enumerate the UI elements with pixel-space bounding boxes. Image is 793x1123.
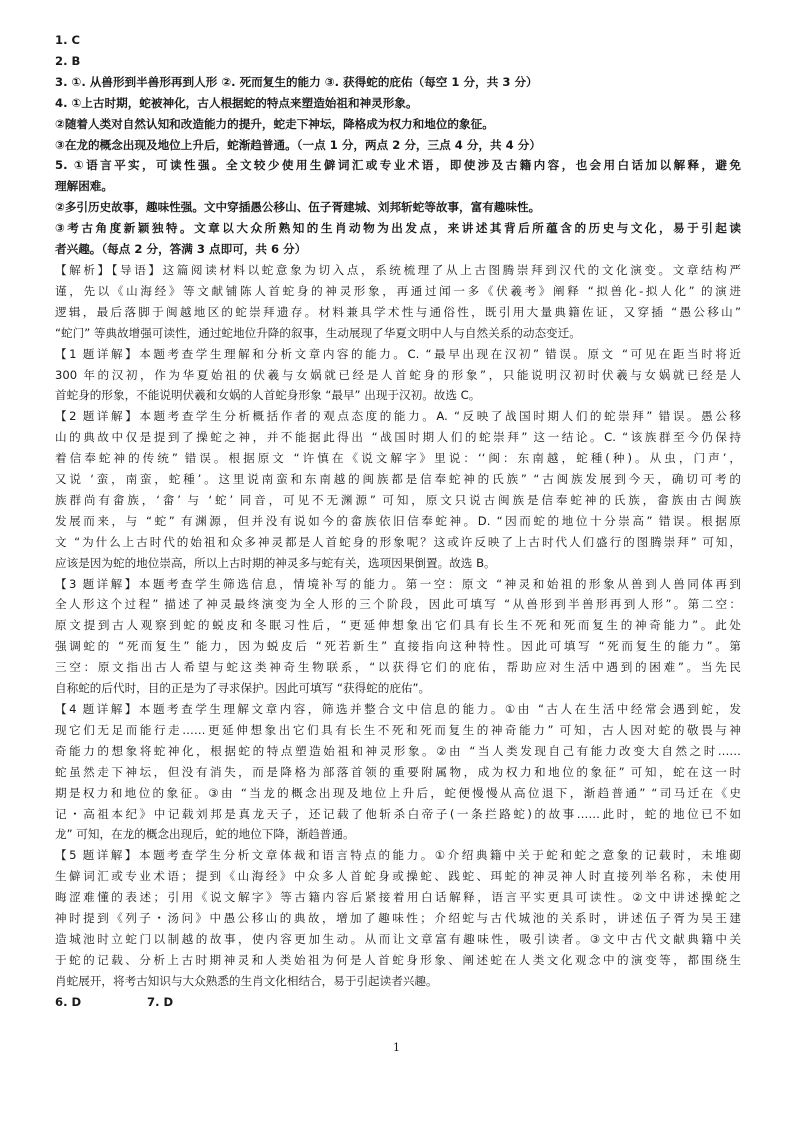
text-line: 原文提到古人观察到蛇的蜕皮和冬眠习性后，“更延伸想象出它们具有长生不死和死而复生的神奇能力”。此处 — [55, 618, 741, 633]
text-line: 3. ①. 从兽形到半兽形再到人形 ②. 死而复生的能力 ③. 获得蛇的庇佑（每空 1 分，共 3 分） — [55, 74, 538, 89]
text-line: 着信奉蛇神的传统” 错误。根据原文 “许慎在《说文解字》里说：‘‘闽：东南越，蛇種(种)。从虫，门声’， — [55, 451, 741, 466]
text-line: 4. ①上古时期，蛇被神化，古人根据蛇的特点来塑造始祖和神灵形象。 — [55, 95, 418, 110]
text-line: 发展而来，与 “蛇” 有渊源，但并没有说如今的畲族依旧信奉蛇神。D. “因而蛇的地位十分崇高” 错误。根据原 — [55, 513, 741, 528]
text-line: ③考古角度新颖独特。文章以大众所熟知的生肖动物为出发点，来讲述其背后所蕴含的历史与文化，易于引起读 — [55, 221, 741, 236]
text-line: 【5 题详解】本题考查学生分析文章体裁和语言特点的能力。①介绍典籍中关于蛇和蛇之意象的记载时，未堆砌 — [55, 848, 741, 863]
text-line: 【2 题详解】本题考查学生分析概括作者的观点态度的能力。A. “反映了战国时期人们的蛇崇拜” 错误。愚公移 — [55, 409, 741, 424]
answer-7: 7. D — [147, 994, 174, 1009]
text-line: 强调蛇的 “死而复生” 能力，因为蜕皮后 “死若新生” 直接指向这种特性。因此可填写 “死而复生的能力”。第 — [55, 639, 741, 654]
text-line: 神时提到《列子・汤问》中愚公移山的典故，增加了趣味性；介绍蛇与古代城池的关系时，讲述伍子胥为吴王建 — [55, 911, 741, 926]
answers-6-7-row — [55, 992, 741, 1013]
text-line: 首蛇身的形象，不能说明伏羲和女娲的人首蛇身形象 “最早” 出现于汉初。故选 C。 — [55, 388, 481, 403]
text-line: 文 “为什么上古时代的始祖和众多神灵都是人首蛇身的形象呢？这或许反映了上古时代人们盛行的图腾崇拜” 可知， — [55, 534, 741, 549]
text-line: 5. ①语言平实，可读性强。全文较少使用生僻词汇或专业术语，即使涉及古籍内容，也会用白话加以解释，避免 — [55, 158, 741, 173]
text-line: 自称蛇的后代时，目的正是为了寻求保护。因此可填写 “获得蛇的庇佑”。 — [55, 681, 431, 696]
text-line: 龙” 可知，在龙的概念出现后，蛇的地位下降，渐趋普通。 — [55, 827, 355, 842]
text-line: 期是权力和地位的象征。③由 “当龙的概念出现及地位上升后，蛇便慢慢从高位退下，渐趋普通” “司马迁在《史 — [55, 785, 741, 800]
text-line: 【1 题详解】本题考查学生理解和分析文章内容的能力。C. “最早出现在汉初” 错误。原文 “可见在距当时将近 — [55, 346, 741, 361]
text-line: 记・高祖本纪》中记载刘邦是真龙天子，还记载了他斩杀白帝子(一条拦路蛇)的故事……此时，蛇的地位已不如 — [55, 806, 741, 821]
page-number: 1 — [393, 1041, 400, 1054]
text-line: ③在龙的概念出现及地位上升后，蛇渐趋普通。（一点 1 分，两点 2 分，三点 4 分，共 4 分） — [55, 137, 541, 152]
text-line: 造城池时立蛇门以制越的故事，使内容更加生动。从而让文章富有趣味性，吸引读者。③文中古代文献典籍中关 — [55, 931, 741, 946]
text-line: 2. B — [55, 53, 81, 68]
text-line: 理解困难。 — [55, 179, 113, 194]
text-line: 300 年的汉初，作为华夏始祖的伏羲与女娲就已经是人首蛇身的形象”，只能说明汉初时伏羲与女娲就已经是人 — [55, 367, 741, 382]
text-line: 蛇虽然走下神坛，但没有消失，而是降格为部落首领的重要附属物，成为权力和地位的象征” 可知，蛇在这一时 — [55, 764, 741, 779]
text-line: 山的典故中仅是提到了操蛇之神，并不能据此得出 “战国时期人们的蛇崇拜” 这一结论。C. “该族群至今仍保持 — [55, 430, 741, 445]
text-line: 应该是因为蛇的地位崇高，所以上古时期的神灵多与蛇有关，选项因果倒置。故选 B。 — [55, 555, 496, 570]
text-line: 生僻词汇或专业术语；提到《山海经》中众多人首蛇身或操蛇、践蛇、珥蛇的神灵神人时直接列举名称，未使用 — [55, 869, 741, 884]
text-line: 于蛇的记载、分析上古时期神灵和人类始祖为何是人首蛇身形象、阐述蛇在人类文化观念中的演变等，都围绕生 — [55, 952, 741, 967]
text-line: 谨，先以《山海经》等文献铺陈人首蛇身的神灵形象，再通过闻一多《伏羲考》阐释 “拟兽化-拟人化” 的演进 — [55, 283, 741, 298]
text-line: 【解析】【导语】这篇阅读材料以蛇意象为切入点，系统梳理了从上古图腾崇拜到汉代的文化演变。文章结构严 — [55, 262, 741, 277]
text-line: ②随着人类对自然认知和改造能力的提升，蛇走下神坛，降格成为权力和地位的象征。 — [55, 116, 494, 131]
answer-6: 6. D — [55, 994, 82, 1009]
text-line: 1. C — [55, 33, 81, 47]
text-line: “蛇门” 等典故增强可读性，通过蛇地位升降的叙事，生动展现了华夏文明中人与自然关系的动态变迁。 — [55, 325, 581, 340]
answer-text-block — [55, 30, 741, 992]
text-line: 晦涩难懂的表述；引用《说文解字》等古籍内容后紧接着用白话解释，语言平实更具可读性。②文中讲述操蛇之 — [55, 890, 741, 905]
text-line: 全人形这个过程” 描述了神灵最终演变为全人形的三个阶段，因此可填写 “从兽形到半兽形再到人形”。第二空： — [55, 597, 741, 612]
text-line: 奇能力的想象将蛇神化，根据蛇的特点塑造始祖和神灵形象。②由 “当人类发现自己有能力改变大自然之时…… — [55, 743, 741, 758]
text-line: 现它们无足而能行走……更延伸想象出它们具有长生不死和死而复生的神奇能力” 可知，古人因对蛇的敬畏与神 — [55, 722, 741, 737]
text-line: 逻辑，最后落脚于闽越地区的蛇崇拜遗存。材料兼具学术性与通俗性，既引用大量典籍佐证，又穿插 “愚公移山” — [55, 304, 741, 319]
text-line: 族群尚有畲族，‘畲’ 与 ‘蛇’ 同音，可见不无渊源” 可知，原文只说古闽族是信奉蛇神的氏族，畲族由古闽族 — [55, 492, 741, 507]
text-line: 者兴趣。（每点 2 分，答满 3 点即可，共 6 分） — [55, 242, 307, 257]
text-line: 三空：原文指出古人希望与蛇这类神奇生物联系，“以获得它们的庇佑，帮助应对生活中遇到的困难”。当先民 — [55, 660, 741, 675]
text-line: 肖蛇展开，将考古知识与大众熟悉的生肖文化相结合，易于引起读者兴趣。 — [55, 973, 438, 988]
text-line: 又说 ‘蛮，南蛮，蛇種’。这里说南蛮和东南越的闽族都是信奉蛇神的氏族” “古闽族发展到今天，确切可考的 — [55, 472, 741, 487]
text-line: 【3 题详解】本题考查学生筛选信息，情境补写的能力。第一空：原文 “神灵和始祖的形象从兽到人兽同体再到 — [55, 576, 741, 591]
text-line: 【4 题详解】本题考查学生理解文章内容，筛选并整合文中信息的能力。①由 “古人在生活中经常会遇到蛇，发 — [55, 702, 741, 716]
text-line: ②多引历史故事，趣味性强。文中穿插愚公移山、伍子胥建城、刘邦斩蛇等故事，富有趣味性。 — [55, 200, 541, 215]
